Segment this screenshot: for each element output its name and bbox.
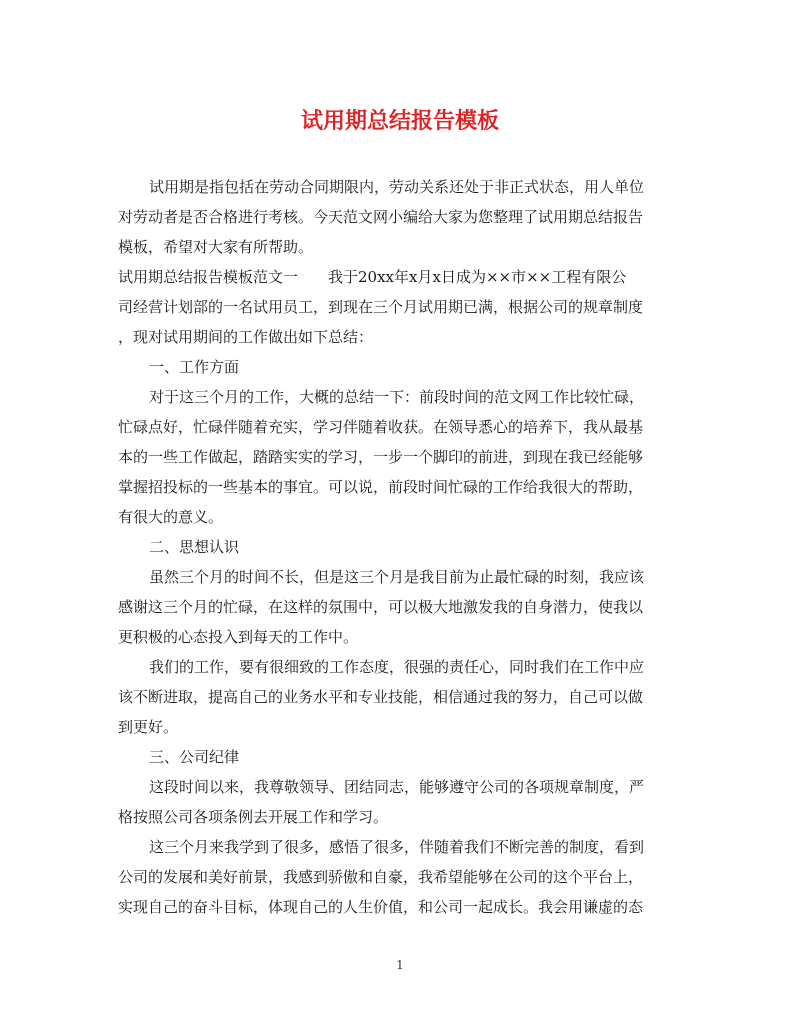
- section-thought-paragraph-2: [118, 652, 678, 742]
- intro-line: 模板，希望对大家有所帮助。: [118, 238, 314, 256]
- sample-line: ，现对试用期间的工作做出如下总结：: [118, 328, 374, 346]
- section-discipline-paragraph-2: [118, 832, 678, 922]
- page-number: 1: [396, 958, 404, 972]
- paragraph-line: 本的一些工作做起，踏踏实实的学习，一步一个脚印的前进，到现在我已经能够: [118, 448, 644, 466]
- section-work-paragraph: [118, 382, 678, 532]
- paragraph-line: 掌握招投标的一些基本的事宜。可以说，前段时间忙碌的工作给我很大的帮助，: [118, 478, 644, 496]
- sample-paragraph: [118, 262, 678, 352]
- section-discipline-paragraph-1: [118, 772, 678, 832]
- paragraph-line: 该不断进取，提高自己的业务水平和专业技能，相信通过我的努力，自己可以做: [118, 688, 644, 706]
- section-heading-discipline: 三、公司纪律: [149, 748, 240, 766]
- paragraph-line: 公司的发展和美好前景，我感到骄傲和自豪，我希望能够在公司的这个平台上，: [118, 868, 644, 886]
- section-thought-paragraph-1: [118, 562, 678, 652]
- sample-heading: 试用期总结报告模板范文一: [118, 268, 299, 286]
- paragraph-line: 忙碌点好，忙碌伴随着充实，学习伴随着收获。在领导悉心的培养下，我从最基: [118, 418, 644, 436]
- paragraph-line: 我们的工作，要有很细致的工作态度，很强的责任心，同时我们在工作中应: [149, 658, 645, 676]
- intro-line: 对劳动者是否合格进行考核。今天范文网小编给大家为您整理了试用期总结报告: [118, 208, 644, 226]
- paragraph-line: 感谢这三个月的忙碌，在这样的氛围中，可以极大地激发我的自身潜力，使我以: [118, 598, 644, 616]
- paragraph-line: 到更好。: [118, 718, 179, 736]
- paragraph-line: 有很大的意义。: [118, 508, 224, 526]
- paragraph-line: 实现自己的奋斗目标，体现自己的人生价值，和公司一起成长。我会用谦虚的态: [118, 898, 644, 916]
- document-title: 试用期总结报告模板: [300, 108, 499, 134]
- sample-first-line: [118, 262, 678, 292]
- paragraph-line: 这三个月来我学到了很多，感悟了很多，伴随着我们不断完善的制度，看到: [149, 838, 645, 856]
- paragraph-line: 对于这三个月的工作，大概的总结一下：前段时间的范文网工作比较忙碌，: [149, 388, 645, 406]
- paragraph-line: 更积极的心态投入到每天的工作中。: [118, 628, 359, 646]
- section-heading-thought: 二、思想认识: [149, 538, 240, 556]
- paragraph-line: 这段时间以来，我尊敬领导、团结同志，能够遵守公司的各项规章制度，严: [149, 778, 645, 796]
- document-body: [118, 172, 678, 922]
- section-heading-work: 一、工作方面: [149, 358, 240, 376]
- intro-paragraph: [118, 172, 678, 262]
- sample-line: 司经营计划部的一名试用员工，到现在三个月试用期已满，根据公司的规章制度: [118, 298, 644, 316]
- intro-line: 试用期是指包括在劳动合同期限内，劳动关系还处于非正式状态，用人单位: [149, 178, 645, 196]
- paragraph-line: 格按照公司各项条例去开展工作和学习。: [118, 808, 389, 826]
- sample-first-line-text: 我于20xx年x月x日成为××市××工程有限公: [328, 268, 627, 286]
- paragraph-line: 虽然三个月的时间不长，但是这三个月是我目前为止最忙碌的时刻，我应该: [149, 568, 645, 586]
